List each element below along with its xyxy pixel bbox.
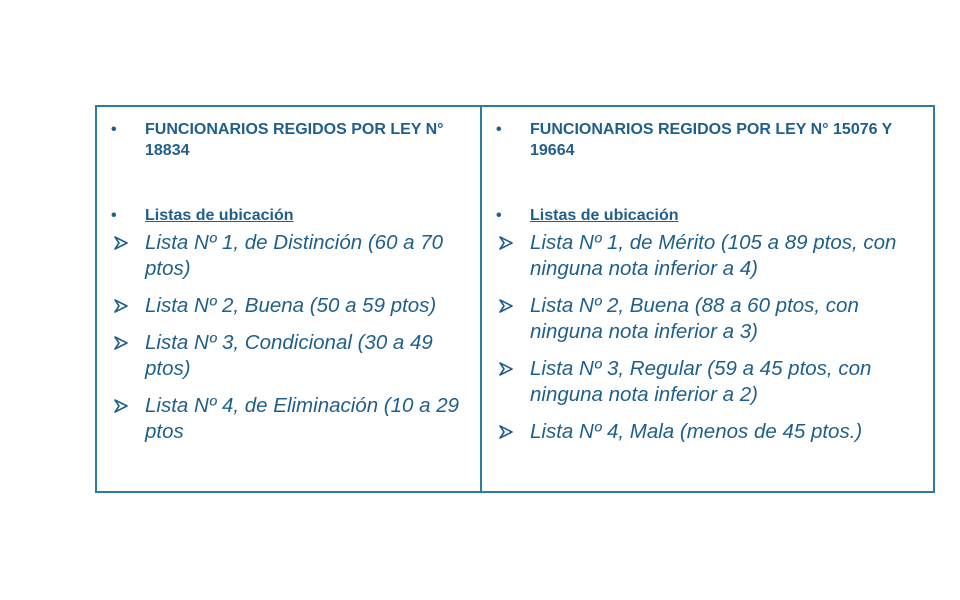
column-heading-text: FUNCIONARIOS REGIDOS POR LEY N° 18834 bbox=[145, 121, 444, 159]
sublabel-text: Listas de ubicación bbox=[530, 207, 679, 224]
column-heading bbox=[482, 119, 923, 163]
entry-list bbox=[482, 230, 923, 445]
bullet-dot-icon: • bbox=[111, 121, 117, 138]
sublabel bbox=[482, 205, 923, 226]
column-ley-18834 bbox=[97, 107, 482, 491]
arrow-bullet-icon bbox=[113, 235, 129, 251]
list-item bbox=[482, 293, 923, 345]
arrow-bullet-icon bbox=[498, 298, 514, 314]
list-item-text: Lista Nº 3, Regular (59 a 45 ptos, con ninguna nota inferior a 2) bbox=[530, 357, 872, 406]
arrow-bullet-icon bbox=[113, 398, 129, 414]
list-item-text: Lista Nº 1, de Mérito (105 a 89 ptos, con ninguna nota inferior a 4) bbox=[530, 231, 897, 280]
sublabel bbox=[97, 205, 470, 226]
column-ley-15076-19664 bbox=[482, 107, 933, 491]
comparison-table bbox=[95, 105, 935, 493]
arrow-bullet-icon bbox=[113, 298, 129, 314]
arrow-bullet-icon bbox=[498, 235, 514, 251]
column-heading bbox=[97, 119, 470, 163]
list-item-text: Lista Nº 4, Mala (menos de 45 ptos.) bbox=[530, 420, 863, 443]
list-item-text: Lista Nº 1, de Distinción (60 a 70 ptos) bbox=[145, 231, 444, 280]
bullet-dot-icon: • bbox=[496, 121, 502, 138]
list-item-text: Lista Nº 2, Buena (50 a 59 ptos) bbox=[145, 294, 437, 317]
arrow-bullet-icon bbox=[498, 424, 514, 440]
list-item bbox=[97, 393, 470, 445]
sublabel-text: Listas de ubicación bbox=[145, 207, 294, 224]
arrow-bullet-icon bbox=[113, 335, 129, 351]
entry-list bbox=[97, 230, 470, 445]
list-item bbox=[97, 330, 470, 382]
list-item bbox=[482, 356, 923, 408]
list-item bbox=[97, 230, 470, 282]
list-item-text: Lista Nº 3, Condicional (30 a 49 ptos) bbox=[145, 331, 433, 380]
list-item bbox=[97, 293, 470, 319]
list-item-text: Lista Nº 2, Buena (88 a 60 ptos, con ninguna nota inferior a 3) bbox=[530, 294, 859, 343]
arrow-bullet-icon bbox=[498, 361, 514, 377]
column-heading-text: FUNCIONARIOS REGIDOS POR LEY N° 15076 Y 19664 bbox=[530, 121, 893, 159]
list-item-text: Lista Nº 4, de Eliminación (10 a 29 ptos bbox=[145, 394, 460, 443]
bullet-dot-icon: • bbox=[111, 207, 117, 224]
list-item bbox=[482, 419, 923, 445]
list-item bbox=[482, 230, 923, 282]
bullet-dot-icon: • bbox=[496, 207, 502, 224]
